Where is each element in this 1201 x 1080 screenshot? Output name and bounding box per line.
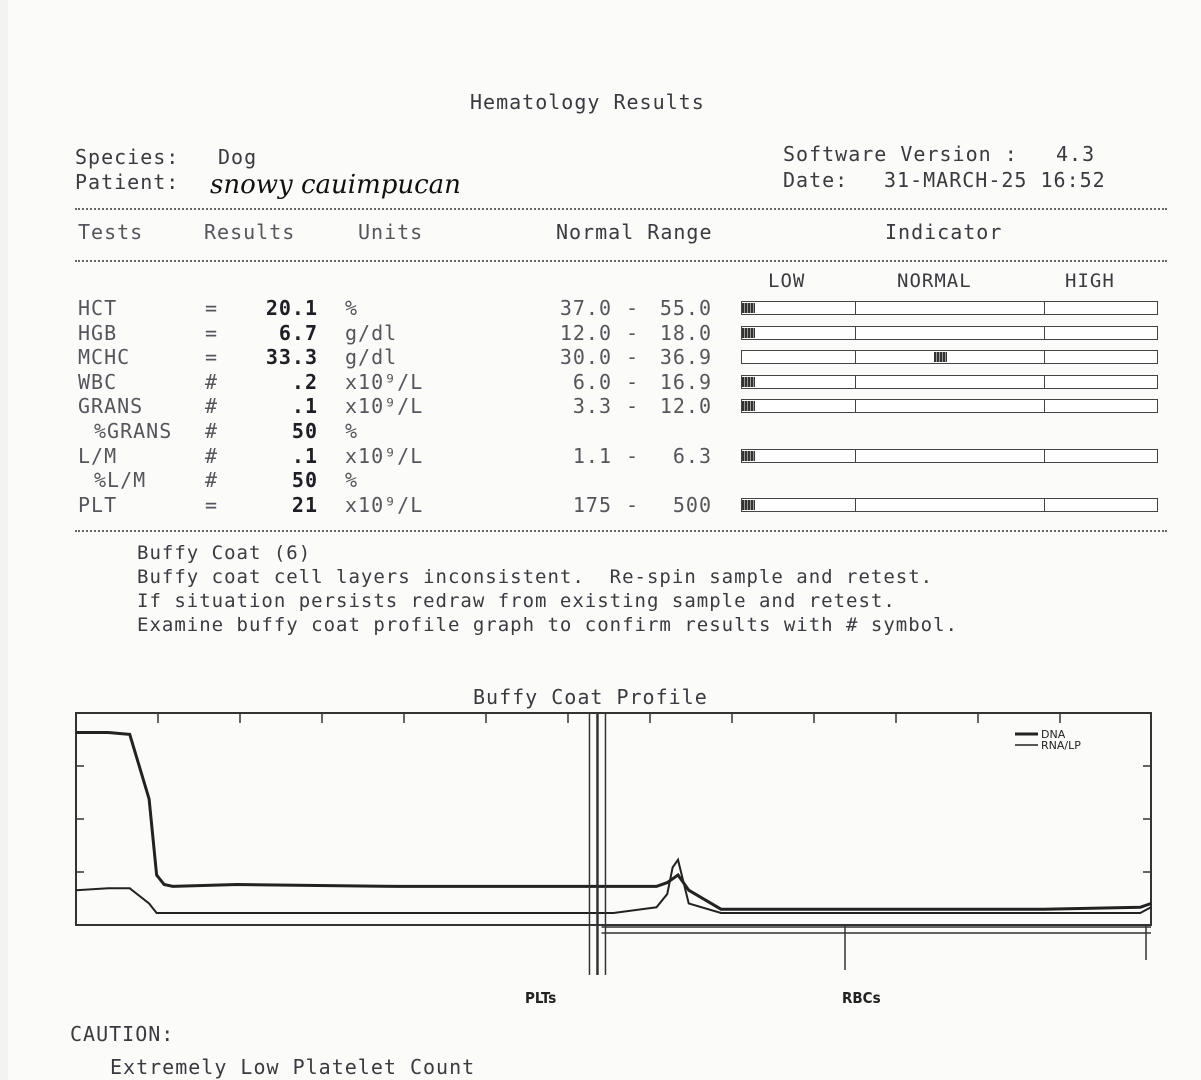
test-name: WBC — [78, 370, 118, 394]
result-flag: = — [205, 493, 219, 517]
header-indicator: Indicator — [885, 220, 1003, 244]
result-flag: = — [205, 345, 219, 369]
message-line-2: Buffy coat cell layers inconsistent. Re-spin sample and retest. — [137, 566, 934, 588]
range-dash: - — [626, 444, 640, 468]
range-low: 30.0 — [559, 345, 612, 369]
result-unit: % — [345, 468, 359, 492]
test-name: HGB — [78, 321, 118, 345]
date-label: Date: — [783, 168, 849, 192]
message-line-3: If situation persists redraw from existing sample and retest. — [137, 590, 896, 612]
patient-label: Patient: — [75, 170, 180, 194]
result-value: .2 — [291, 370, 318, 394]
range-high: 6.3 — [672, 444, 712, 468]
range-dash: - — [626, 370, 640, 394]
result-value: 50 — [291, 419, 318, 443]
report-title: Hematology Results — [470, 90, 705, 114]
result-value: 33.3 — [265, 345, 318, 369]
result-flag: # — [205, 468, 219, 492]
range-high: 36.9 — [659, 345, 712, 369]
test-name: GRANS — [78, 394, 144, 418]
range-high: 18.0 — [659, 321, 712, 345]
legend-label-rnalp: RNA/LP — [1041, 739, 1081, 752]
result-unit: x10⁹/L — [345, 370, 424, 394]
software-label: Software Version : — [783, 142, 1018, 166]
test-name: %GRANS — [94, 419, 173, 443]
test-name: L/M — [78, 444, 118, 468]
result-unit: x10⁹/L — [345, 444, 424, 468]
result-unit: x10⁹/L — [345, 394, 424, 418]
result-value: .1 — [291, 444, 318, 468]
scale-low: LOW — [768, 270, 806, 292]
marker-label-rbcs: RBCs — [842, 989, 881, 1007]
range-dash: - — [626, 321, 640, 345]
range-high: 500 — [672, 493, 712, 517]
range-high: 16.9 — [659, 370, 712, 394]
result-flag: = — [205, 321, 219, 345]
range-high: 12.0 — [659, 394, 712, 418]
series-line-dna — [76, 733, 1151, 910]
test-name: PLT — [78, 493, 118, 517]
chart-title: Buffy Coat Profile — [473, 685, 708, 709]
test-name: MCHC — [78, 345, 131, 369]
range-low: 37.0 — [559, 296, 612, 320]
result-unit: x10⁹/L — [345, 493, 424, 517]
species-value: Dog — [218, 145, 258, 169]
report-date: 31-MARCH-25 16:52 — [884, 168, 1106, 192]
range-low: 12.0 — [559, 321, 612, 345]
test-name: HCT — [78, 296, 118, 320]
result-flag: # — [205, 444, 219, 468]
result-unit: % — [345, 296, 359, 320]
result-value: 6.7 — [278, 321, 318, 345]
range-dash: - — [626, 394, 640, 418]
caution-text: Extremely Low Platelet Count — [110, 1055, 476, 1079]
range-dash: - — [626, 345, 640, 369]
chart-frame — [76, 713, 1151, 925]
header-tests: Tests — [78, 220, 144, 244]
range-low: 175 — [572, 493, 612, 517]
range-dash: - — [626, 493, 640, 517]
range-dash: - — [626, 296, 640, 320]
range-low: 1.1 — [572, 444, 612, 468]
result-unit: g/dl — [345, 345, 398, 369]
scale-normal: NORMAL — [897, 270, 972, 292]
software-version: 4.3 — [1056, 142, 1096, 166]
header-results: Results — [204, 220, 296, 244]
message-line-4: Examine buffy coat profile graph to confirm results with # symbol. — [137, 614, 958, 636]
range-low: 6.0 — [572, 370, 612, 394]
range-low: 3.3 — [572, 394, 612, 418]
header-normal-range: Normal Range — [556, 220, 713, 244]
result-flag: # — [205, 394, 219, 418]
species-label: Species: — [75, 145, 180, 169]
result-unit: g/dl — [345, 321, 398, 345]
scale-high: HIGH — [1065, 270, 1115, 292]
caution-label: CAUTION: — [70, 1022, 175, 1046]
result-flag: # — [205, 370, 219, 394]
result-unit: % — [345, 419, 359, 443]
marker-label-plts: PLTs — [525, 989, 557, 1007]
result-value: 21 — [291, 493, 318, 517]
patient-name-handwritten: snowy cauimpucan — [210, 170, 461, 200]
result-flag: = — [205, 296, 219, 320]
legend-label-dna: DNA — [1041, 728, 1066, 741]
test-name: %L/M — [94, 468, 147, 492]
result-value: 20.1 — [265, 296, 318, 320]
result-flag: # — [205, 419, 219, 443]
header-units: Units — [358, 220, 424, 244]
result-value: 50 — [291, 468, 318, 492]
range-high: 55.0 — [659, 296, 712, 320]
message-line-1: Buffy Coat (6) — [137, 542, 312, 564]
result-value: .1 — [291, 394, 318, 418]
